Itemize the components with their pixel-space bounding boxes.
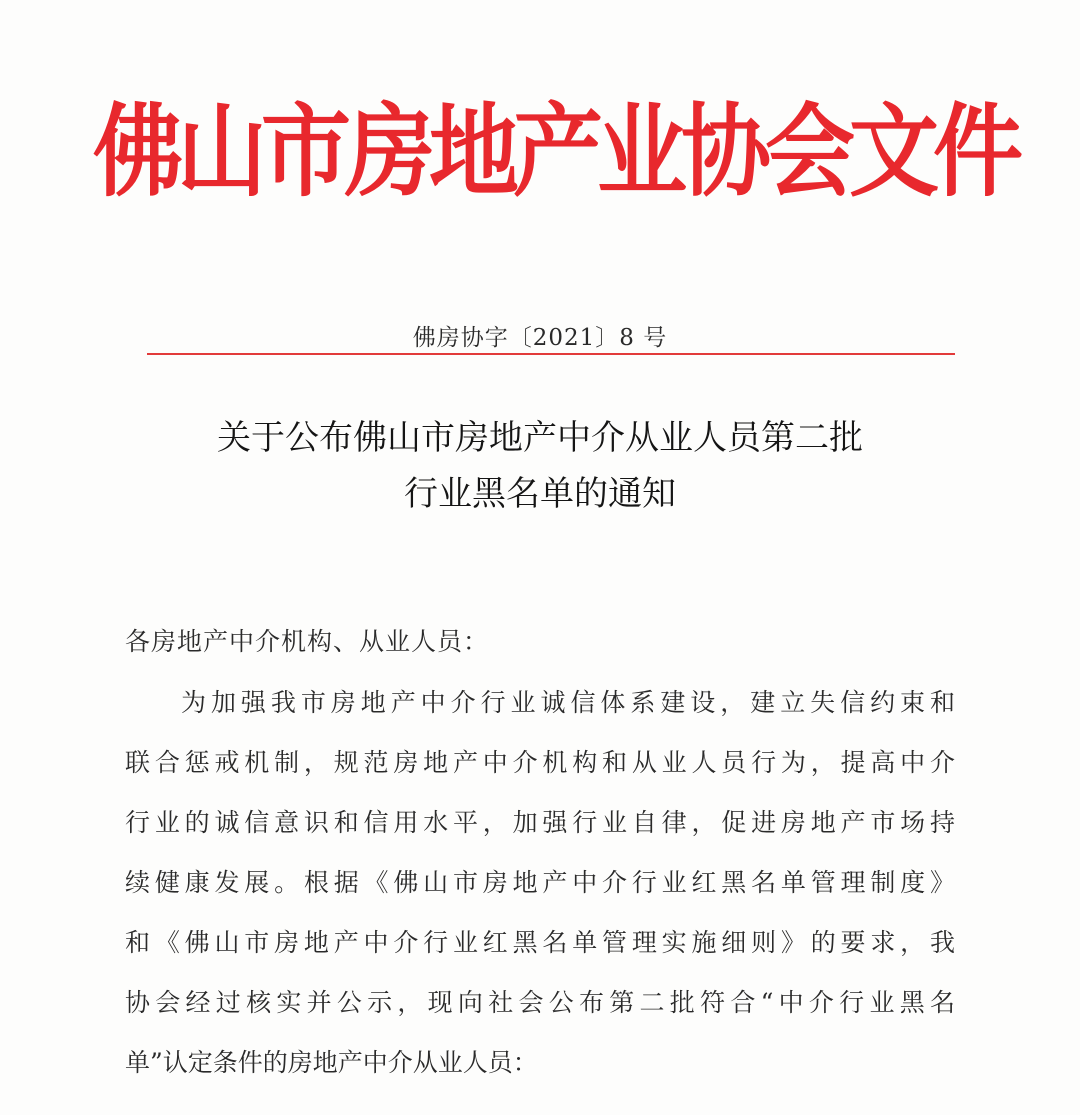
notice-title-line-1: 关于公布佛山市房地产中介从业人员第二批	[217, 418, 863, 458]
header-divider	[147, 353, 955, 355]
body-line-5: 和《佛山市房地产中介行业红黑名单管理实施细则》的要求，我	[125, 928, 955, 957]
document-number: 佛房协字〔2021〕8 号	[412, 325, 668, 351]
notice-title	[0, 410, 1080, 522]
body-line-6: 协会经过核实并公示，现向社会公布第二批符合“中介行业黑名	[125, 988, 955, 1017]
body-line-4: 续健康发展。根据《佛山市房地产中介行业红黑名单管理制度》	[125, 868, 955, 897]
body-paragraph	[125, 683, 955, 1103]
body-line-1: 为加强我市房地产中介行业诚信体系建设，建立失信约束和	[181, 688, 955, 717]
body-line-3: 行业的诚信意识和信用水平，加强行业自律，促进房地产市场持	[125, 808, 955, 837]
salutation: 各房地产中介机构、从业人员：	[125, 627, 490, 656]
body-line-7: 单”认定条件的房地产中介从业人员：	[125, 1048, 538, 1077]
notice-title-line-2: 行业黑名单的通知	[404, 474, 676, 514]
body-line-2: 联合惩戒机制，规范房地产中介机构和从业人员行为，提高中介	[125, 748, 955, 777]
document-header: 佛山市房地产业协会文件	[93, 92, 1017, 212]
